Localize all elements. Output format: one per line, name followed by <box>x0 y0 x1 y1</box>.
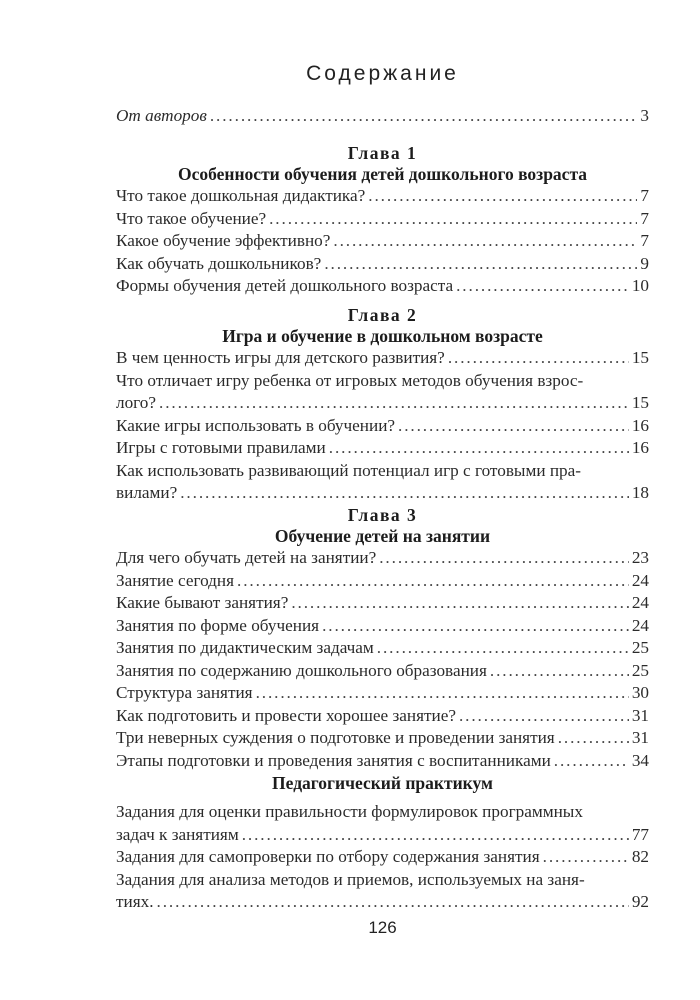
entry-label: Что отличает игру ребенка от игровых методов обучения взрос- <box>116 370 584 390</box>
toc-entry-line-1[interactable] <box>116 869 649 892</box>
entry-page: 10 <box>631 276 649 295</box>
entry-label: Как использовать развивающий потенциал игр с готовыми пра- <box>116 460 581 480</box>
chapter-3-number: Глава 3 <box>347 505 418 525</box>
toc-entry-line-1[interactable] <box>116 460 649 483</box>
toc-entry[interactable] <box>116 230 649 253</box>
entry-label: Для чего обучать детей на занятии? <box>116 548 377 567</box>
entry-label: Какие игры использовать в обучении? <box>116 415 396 435</box>
toc-entry[interactable] <box>116 347 649 370</box>
entry-label: Занятия по форме обучения <box>116 615 320 635</box>
entry-label: Три неверных суждения о подготовке и проведении занятия <box>116 728 555 747</box>
toc-entry[interactable] <box>116 185 649 208</box>
entry-label: Как подготовить и провести хорошее занятие? <box>116 705 456 725</box>
toc-entry-line-2[interactable] <box>116 482 649 505</box>
entry-page: 34 <box>631 750 649 770</box>
practicum-title: Педагогический практикум <box>272 773 493 793</box>
chapter-1-entries <box>116 185 649 298</box>
entry-label: Занятия по содержанию дошкольного образования <box>116 660 487 680</box>
entry-page: 7 <box>640 208 649 228</box>
toc-entry-line-2[interactable] <box>116 824 649 847</box>
entry-page: 24 <box>631 570 649 590</box>
leader-dots <box>379 547 629 570</box>
practicum-entries <box>116 801 649 914</box>
entry-label-cont: лого? <box>116 393 157 412</box>
leader-dots <box>333 230 637 253</box>
toc-entry-line-1[interactable] <box>116 370 649 393</box>
toc-entry[interactable] <box>116 415 649 438</box>
toc-entry[interactable] <box>116 570 649 593</box>
leader-dots <box>398 415 629 438</box>
toc-entry-line-2[interactable] <box>116 891 649 914</box>
chapter-3-title: Обучение детей на занятии <box>274 526 491 546</box>
leader-dots <box>377 637 629 660</box>
entry-page: 7 <box>640 186 649 205</box>
toc-entry-line-2[interactable] <box>116 392 649 415</box>
toc-entry[interactable] <box>116 660 649 683</box>
chapter-1-number: Глава 1 <box>347 143 418 163</box>
entry-label: Задания для оценки правильности формулировок программных <box>116 802 583 821</box>
entry-page: 15 <box>631 348 649 367</box>
leader-dots <box>180 482 629 505</box>
toc-entry[interactable] <box>116 750 649 773</box>
entry-label: Какое обучение эффективно? <box>116 231 331 250</box>
entry-label: Занятие сегодня <box>116 570 235 590</box>
chapter-3-entries <box>116 547 649 772</box>
entry-page: 92 <box>631 892 649 911</box>
leader-dots <box>558 727 629 750</box>
toc-entry[interactable] <box>116 275 649 298</box>
entry-label: Занятия по дидактическим задачам <box>116 638 374 657</box>
toc-entry[interactable] <box>116 846 649 869</box>
entry-page: 7 <box>640 231 649 250</box>
entry-page: 9 <box>640 253 649 273</box>
toc-entry[interactable] <box>116 727 649 750</box>
toc-entry-intro[interactable] <box>116 105 649 128</box>
toc-entry[interactable] <box>116 615 649 638</box>
entry-page: 18 <box>631 483 649 502</box>
entry-page: 3 <box>640 106 649 125</box>
entry-page: 77 <box>631 824 649 844</box>
entry-label: В чем ценность игры для детского развития? <box>116 348 445 367</box>
entry-label-cont: задач к занятиям <box>116 824 239 844</box>
entry-page: 25 <box>631 638 649 657</box>
leader-dots <box>448 347 629 370</box>
chapter-2-title: Игра и обучение в дошкольном возрасте <box>222 326 543 346</box>
leader-dots <box>157 891 629 914</box>
entry-page: 25 <box>631 660 649 680</box>
entry-label: Структура занятия <box>116 683 253 702</box>
entry-page: 15 <box>631 393 649 412</box>
toc-entry-line-1[interactable] <box>116 801 649 824</box>
leader-dots <box>269 208 637 231</box>
entry-page: 30 <box>631 683 649 702</box>
page-number: 126 <box>368 918 397 937</box>
toc-entry[interactable] <box>116 705 649 728</box>
entry-label: Задания для самопроверки по отбору содержания занятия <box>116 847 540 866</box>
entry-label: Как обучать дошкольников? <box>116 253 322 273</box>
leader-dots <box>322 615 629 638</box>
page-title: Содержание <box>306 62 459 85</box>
entry-page: 16 <box>631 438 649 457</box>
entry-label: Формы обучения детей дошкольного возраста <box>116 276 454 295</box>
leader-dots <box>490 660 629 683</box>
toc-entry[interactable] <box>116 592 649 615</box>
entry-page: 24 <box>631 593 649 612</box>
leader-dots <box>159 392 629 415</box>
entry-page: 23 <box>631 548 649 567</box>
entry-label: Игры с готовыми правилами <box>116 438 326 457</box>
entry-label: Этапы подготовки и проведения занятия с воспитанниками <box>116 750 551 770</box>
entry-label: Что такое обучение? <box>116 208 267 228</box>
chapter-2-entries <box>116 347 649 505</box>
entry-page: 82 <box>631 847 649 866</box>
entry-page: 24 <box>631 615 649 635</box>
entry-label: Что такое дошкольная дидактика? <box>116 186 366 205</box>
leader-dots <box>242 824 629 847</box>
toc-entry[interactable] <box>116 637 649 660</box>
toc-entry[interactable] <box>116 682 649 705</box>
toc-entry[interactable] <box>116 253 649 276</box>
entry-label: Задания для анализа методов и приемов, используемых на заня- <box>116 869 585 889</box>
leader-dots <box>237 570 629 593</box>
toc-entry[interactable] <box>116 437 649 460</box>
chapter-1-title: Особенности обучения детей дошкольного возраста <box>177 164 588 184</box>
entry-label-cont: вилами? <box>116 483 178 502</box>
leader-dots <box>459 705 629 728</box>
toc-entry[interactable] <box>116 547 649 570</box>
leader-dots <box>456 275 629 298</box>
leader-dots <box>368 185 637 208</box>
leader-dots <box>543 846 629 869</box>
leader-dots <box>324 253 637 276</box>
entry-label-cont: тиях. <box>116 892 154 911</box>
entry-label: Какие бывают занятия? <box>116 593 289 612</box>
leader-dots <box>291 592 628 615</box>
entry-page: 31 <box>631 705 649 725</box>
entry-label: От авторов <box>116 106 207 125</box>
leader-dots <box>210 105 638 128</box>
toc-entry[interactable] <box>116 208 649 231</box>
leader-dots <box>329 437 629 460</box>
entry-page: 31 <box>631 728 649 747</box>
chapter-2-number: Глава 2 <box>347 305 418 325</box>
leader-dots <box>554 750 629 773</box>
leader-dots <box>256 682 629 705</box>
entry-page: 16 <box>631 415 649 435</box>
